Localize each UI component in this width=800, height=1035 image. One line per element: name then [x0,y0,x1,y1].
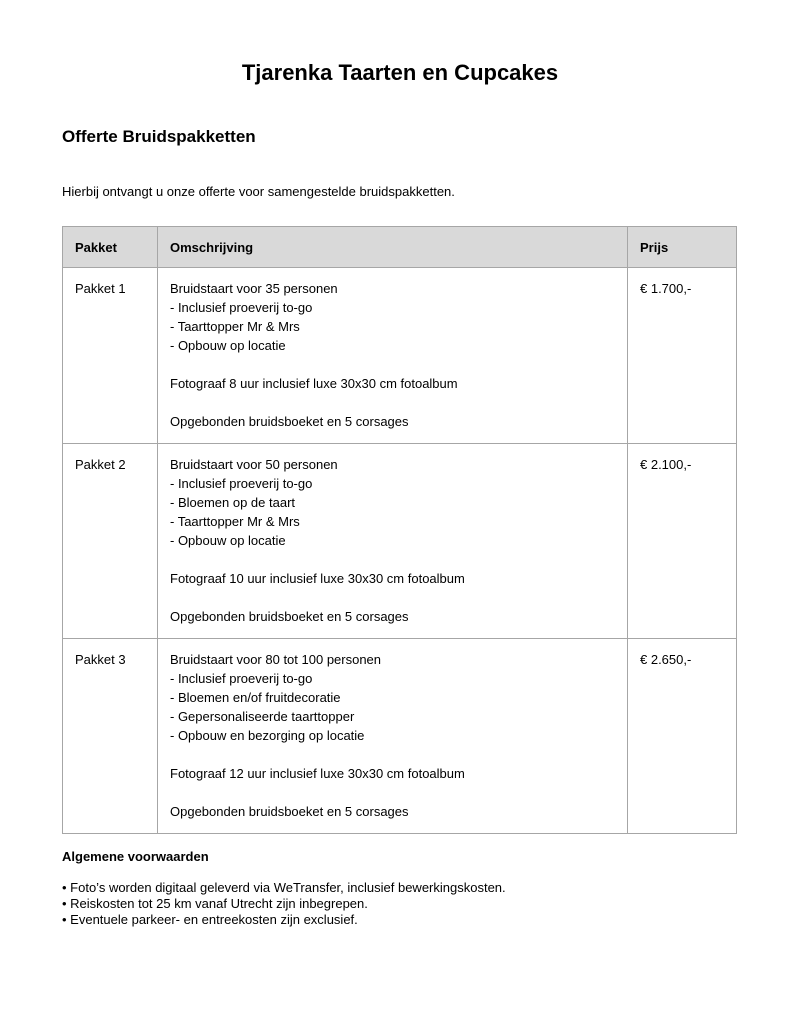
package-description-cell [158,639,628,834]
blank-line [170,783,615,802]
terms-item: • Reiskosten tot 25 km vanaf Utrecht zijn inbegrepen. [62,896,368,911]
blank-line [170,745,615,764]
package-name-cell: Pakket 2 [63,444,158,639]
description-line: - Opbouw op locatie [170,338,286,353]
description-line: Bruidstaart voor 80 tot 100 personen [170,652,382,667]
description-line: Fotograaf 10 uur inclusief luxe 30x30 cm fotoalbum [170,571,465,586]
package-name-cell: Pakket 1 [63,268,158,444]
description-line: - Inclusief proeverij to-go [170,300,313,315]
description-line: Fotograaf 8 uur inclusief luxe 30x30 cm fotoalbum [170,376,458,391]
packages-table [62,226,737,834]
table-row [63,268,737,444]
description-line: Bruidstaart voor 35 personen [170,281,338,296]
description-line: - Opbouw op locatie [170,533,286,548]
table-row [63,639,737,834]
header-pakket: Pakket [63,227,158,268]
description-line: - Opbouw en bezorging op locatie [170,728,365,743]
section-title: Offerte Bruidspakketten [62,127,256,146]
description-line: Fotograaf 12 uur inclusief luxe 30x30 cm fotoalbum [170,766,465,781]
description-line: - Taarttopper Mr & Mrs [170,514,300,529]
description-line: Bruidstaart voor 50 personen [170,457,338,472]
terms-item: • Eventuele parkeer- en entreekosten zijn exclusief. [62,912,358,927]
description-line: Opgebonden bruidsboeket en 5 corsages [170,804,409,819]
description-line: - Bloemen en/of fruitdecoratie [170,690,341,705]
table-row [63,444,737,639]
description-line: - Gepersonaliseerde taarttopper [170,709,355,724]
terms-item: • Foto’s worden digitaal geleverd via WeTransfer, inclusief bewerkingskosten. [62,880,506,895]
package-price-cell: € 2.650,- [628,639,737,834]
package-description-cell [158,268,628,444]
description-line: - Inclusief proeverij to-go [170,671,313,686]
table-header-row [63,227,737,268]
blank-line [170,393,615,412]
blank-line [170,550,615,569]
terms-list [62,880,506,928]
package-name-cell: Pakket 3 [63,639,158,834]
description-line: - Taarttopper Mr & Mrs [170,319,300,334]
description-line: - Inclusief proeverij to-go [170,476,313,491]
terms-heading: Algemene voorwaarden [62,849,209,864]
package-description-cell [158,444,628,639]
blank-line [170,588,615,607]
intro-text: Hierbij ontvangt u onze offerte voor samengestelde bruidspakketten. [62,184,455,199]
blank-line [170,355,615,374]
document-title: Tjarenka Taarten en Cupcakes [241,60,559,85]
description-line: Opgebonden bruidsboeket en 5 corsages [170,414,409,429]
package-price-cell: € 1.700,- [628,268,737,444]
package-price-cell: € 2.100,- [628,444,737,639]
header-prijs: Prijs [628,227,737,268]
header-omschrijving: Omschrijving [158,227,628,268]
description-line: Opgebonden bruidsboeket en 5 corsages [170,609,409,624]
description-line: - Bloemen op de taart [170,495,296,510]
